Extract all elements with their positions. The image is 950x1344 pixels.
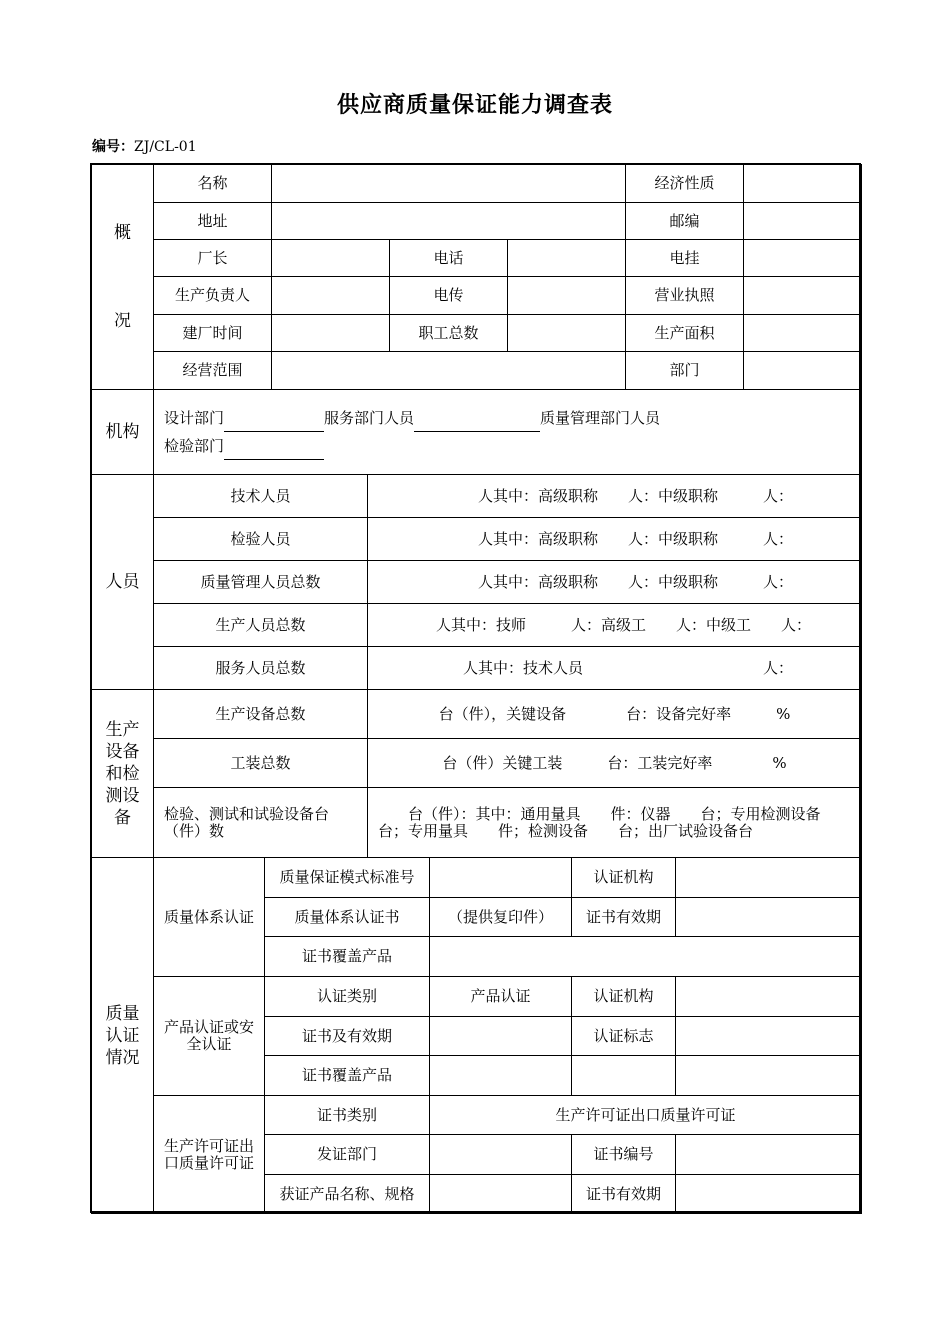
pl-type-value: 生产许可证出口质量许可证: [430, 1096, 862, 1135]
qs-standard-label: 质量保证模式标准号: [265, 858, 430, 898]
pc-mark-label: 认证标志: [572, 1017, 676, 1056]
prod-head-field[interactable]: [272, 277, 390, 315]
pc-cert-field[interactable]: [430, 1017, 572, 1056]
dept-field[interactable]: [744, 352, 862, 390]
built-field[interactable]: [272, 315, 390, 352]
staff-total-field[interactable]: [508, 315, 626, 352]
name-label: 名称: [154, 165, 272, 203]
pl-no-field[interactable]: [676, 1135, 862, 1175]
equipment-row-label: 工装总数: [154, 739, 368, 788]
prod-head-label: 生产负责人: [154, 277, 272, 315]
equipment-row-label: 生产设备总数: [154, 690, 368, 739]
license-label: 营业执照: [626, 277, 744, 315]
personnel-row-label: 质量管理人员总数: [154, 561, 368, 604]
personnel-row-label: 服务人员总数: [154, 647, 368, 690]
postcode-field[interactable]: [744, 203, 862, 240]
qs-cert-label: 质量体系认证书: [265, 898, 430, 937]
pl-product-field[interactable]: [430, 1175, 572, 1214]
econ-label: 经济性质: [626, 165, 744, 203]
cert-table: [91, 857, 862, 1214]
name-field[interactable]: [272, 165, 626, 203]
dept-label: 部门: [626, 352, 744, 390]
pl-type-label: 证书类别: [265, 1096, 430, 1135]
license-field[interactable]: [744, 277, 862, 315]
personnel-row-label: 技术人员: [154, 475, 368, 518]
fax-label: 电传: [390, 277, 508, 315]
personnel-row-detail: 人其中：技师 人：高级工 人：中级工 人：: [368, 604, 862, 647]
prod-area-field[interactable]: [744, 315, 862, 352]
form-code-label: 编号：: [92, 139, 134, 155]
personnel-table: [91, 474, 862, 690]
pl-dept-field[interactable]: [430, 1135, 572, 1175]
pc-org-label: 认证机构: [572, 977, 676, 1017]
service-staff-field[interactable]: [414, 416, 540, 432]
pc-org-field[interactable]: [676, 977, 862, 1017]
director-label: 厂长: [154, 240, 272, 277]
personnel-row-detail: 人其中：技术人员 人：: [368, 647, 862, 690]
pl-valid-field[interactable]: [676, 1175, 862, 1214]
personnel-row-label: 检验人员: [154, 518, 368, 561]
org-table: [91, 389, 862, 475]
equipment-row-label: 检验、测试和试验设备台（件）数: [154, 788, 368, 858]
personnel-row-detail: 人其中：高级职称 人：中级职称 人：: [368, 561, 862, 604]
qs-copy-note: （提供复印件）: [430, 898, 572, 937]
org-fields: [154, 390, 862, 475]
pc-cert-label: 证书及有效期: [265, 1017, 430, 1056]
form-code: [92, 136, 197, 156]
overview-section-label: 概 况: [92, 165, 154, 390]
personnel-section-label: 人员: [92, 475, 154, 690]
pc-cover-field-2[interactable]: [572, 1056, 676, 1096]
address-field[interactable]: [272, 203, 626, 240]
phone-label: 电话: [390, 240, 508, 277]
built-label: 建厂时间: [154, 315, 272, 352]
pc-cover-field[interactable]: [430, 1056, 572, 1096]
pc-type-label: 认证类别: [265, 977, 430, 1017]
econ-field[interactable]: [744, 165, 862, 203]
overview-table: [91, 164, 862, 390]
pl-no-label: 证书编号: [572, 1135, 676, 1175]
org-section-label: 机构: [92, 390, 154, 475]
phone-field[interactable]: [508, 240, 626, 277]
prod-area-label: 生产面积: [626, 315, 744, 352]
personnel-row-label: 生产人员总数: [154, 604, 368, 647]
equipment-table: [91, 689, 862, 858]
inspect-dept-field[interactable]: [224, 444, 324, 460]
pl-dept-label: 发证部门: [265, 1135, 430, 1175]
personnel-row-detail: 人其中：高级职称 人：中级职称 人：: [368, 475, 862, 518]
pc-cover-field-3[interactable]: [676, 1056, 862, 1096]
form-code-value: ZJ/CL-01: [134, 139, 197, 155]
qs-standard-field[interactable]: [430, 858, 572, 898]
cert-section-label: 质量 认证 情况: [92, 858, 154, 1214]
qs-cover-field[interactable]: [430, 937, 862, 977]
address-label: 地址: [154, 203, 272, 240]
inspect-dept-label: 检验部门: [164, 437, 225, 455]
pc-group-label: 产品认证或安全认证: [154, 977, 265, 1096]
design-dept-label: 设计部门: [164, 409, 225, 427]
qs-org-field[interactable]: [676, 858, 862, 898]
qs-cover-label: 证书覆盖产品: [265, 937, 430, 977]
pl-product-label: 获证产品名称、规格: [265, 1175, 430, 1214]
page-title: 供应商质量保证能力调查表: [336, 92, 613, 118]
pc-cover-label: 证书覆盖产品: [265, 1056, 430, 1096]
design-dept-field[interactable]: [224, 416, 324, 432]
pl-group-label: 生产许可证出口质量许可证: [154, 1096, 265, 1214]
equipment-row-detail: 台（件）关键工装 台：工装完好率 %: [368, 739, 862, 788]
director-field[interactable]: [272, 240, 390, 277]
fax-field[interactable]: [508, 277, 626, 315]
pl-valid-label: 证书有效期: [572, 1175, 676, 1214]
equipment-row-detail: 台（件），关键设备 台：设备完好率 %: [368, 690, 862, 739]
telex-field[interactable]: [744, 240, 862, 277]
qs-group-label: 质量体系认证: [154, 858, 265, 977]
personnel-row-detail: 人其中：高级职称 人：中级职称 人：: [368, 518, 862, 561]
pc-mark-field[interactable]: [676, 1017, 862, 1056]
scope-label: 经营范围: [154, 352, 272, 390]
qs-valid-field[interactable]: [676, 898, 862, 937]
equipment-row-detail: 台（件）：其中：通用量具 件：仪器 台；专用检测设备 台；专用量具 件；检测设备 台；出厂试验设备台: [368, 788, 862, 858]
scope-field[interactable]: [272, 352, 626, 390]
qs-org-label: 认证机构: [572, 858, 676, 898]
staff-total-label: 职工总数: [390, 315, 508, 352]
qm-staff-label: 质量管理部门人员: [540, 409, 661, 427]
postcode-label: 邮编: [626, 203, 744, 240]
equipment-section-label: 生产 设备 和检 测设 备: [92, 690, 154, 858]
pc-type-value: 产品认证: [430, 977, 572, 1017]
service-staff-label: 服务部门人员: [324, 409, 415, 427]
telex-label: 电挂: [626, 240, 744, 277]
qs-valid-label: 证书有效期: [572, 898, 676, 937]
